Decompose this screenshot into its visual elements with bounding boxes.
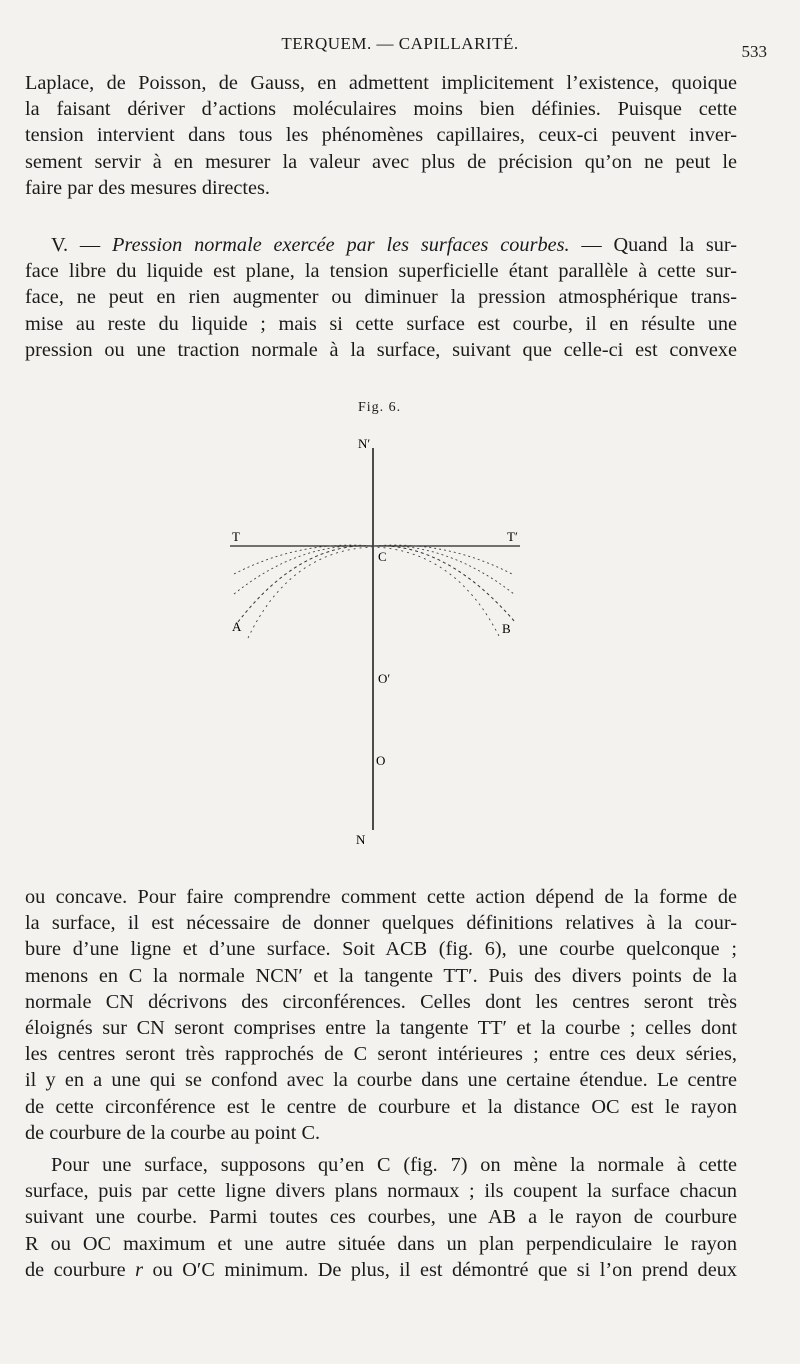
section-first-line-rest: — Quand la sur- <box>581 234 737 256</box>
text-line: faire par des mesures directes. <box>25 176 270 199</box>
text-line: normale CN décrivons des circonférences. Celles dont les centres seront très <box>25 990 737 1013</box>
running-title: TERQUEM. — CAPILLARITÉ. <box>281 34 519 53</box>
text-line: suivant une courbe. Parmi toutes ces courbes, une AB a le rayon de courbure <box>25 1206 737 1229</box>
text-line: R ou OC maximum et une autre située dans un plan perpendiculaire le rayon <box>25 1232 737 1255</box>
text-line: la surface, il est nécessaire de donner quelques définitions relatives à la cour- <box>25 912 737 935</box>
text-line: sement servir à en mesurer la valeur avec plus de précision qu’on ne peut le <box>25 150 737 173</box>
text-line: tension intervient dans tous les phénomènes capillaires, ceux-ci peuvent inver- <box>25 124 737 147</box>
label-t-prime: T′ <box>507 529 518 544</box>
section-title: Pression normale exercée par les surfaces courbes. <box>112 234 570 256</box>
text-line: face libre du liquide est plane, la tension superficielle étant parallèle à cette sur- <box>25 260 737 283</box>
text-line: de courbure de la courbe au point C. <box>25 1121 321 1144</box>
text-fragment: ou O′C minimum. De plus, il est démontré que si l’on prend deux <box>152 1258 737 1281</box>
page-header <box>0 34 800 60</box>
figure-caption: Fig. 6. <box>358 400 402 415</box>
text-line: la faisant dériver d’actions moléculaires moins bien définies. Puisque cette <box>25 98 737 121</box>
text-line-with-variable <box>25 1257 737 1283</box>
label-c: C <box>378 549 387 564</box>
text-line: menons en C la normale NCN′ et la tangente TT′. Puis des divers points de la <box>25 964 737 987</box>
paragraph-section-v <box>25 232 737 363</box>
text-line: mise au reste du liquide ; mais si cette surface est courbe, il en résulte une <box>25 312 737 335</box>
circle-near <box>248 547 500 638</box>
text-line: bure d’une ligne et d’une surface. Soit ACB (fig. 6), une courbe quelconque ; <box>25 938 737 961</box>
section-heading-line <box>25 232 737 258</box>
text-line: surface, puis par cette ligne divers plans normaux ; ils coupent la surface chacun <box>25 1180 737 1203</box>
text-line: ou concave. Pour faire comprendre comment cette action dépend de la forme de <box>25 886 737 908</box>
figure-diagram <box>220 400 540 860</box>
text-line: pression ou une traction normale à la surface, suivant que celle-ci est convexe <box>25 338 737 361</box>
circle-mid <box>234 546 514 594</box>
label-t: T <box>232 529 240 544</box>
text-line: éloignés sur CN seront comprises entre la tangente TT′ et la courbe ; celles dont <box>25 1017 737 1040</box>
paragraph-1 <box>25 70 737 201</box>
paragraph-3 <box>25 884 737 1146</box>
text-line: il y en a une qui se confond avec la courbe dans une certaine étendue. Le centre <box>25 1069 737 1092</box>
label-n-prime: N′ <box>358 436 371 451</box>
text-line: les centres seront très rapprochés de C seront intérieures ; entre ces deux séries, <box>25 1043 737 1066</box>
label-b: B <box>502 621 511 636</box>
section-number: V. — <box>51 234 101 256</box>
text-line: face, ne peut en rien augmenter ou diminuer la pression atmosphérique trans- <box>25 286 737 309</box>
text-line: Pour une surface, supposons qu’en C (fig. 7) on mène la normale à cette <box>51 1154 737 1176</box>
text-fragment: de courbure <box>25 1258 126 1281</box>
page-number: 533 <box>741 42 767 61</box>
variable-r: r <box>135 1258 144 1281</box>
curve-acb <box>238 546 515 622</box>
label-o: O <box>376 753 386 768</box>
label-n: N <box>356 832 366 847</box>
text-line: de cette circonférence est le centre de courbure et la distance OC est le rayon <box>25 1095 737 1118</box>
label-a: A <box>232 619 242 634</box>
text-line: Laplace, de Poisson, de Gauss, en admettent implicitement l’existence, quoique <box>25 72 737 94</box>
figure-6 <box>220 400 540 860</box>
paragraph-4 <box>25 1152 737 1283</box>
label-o-prime: O′ <box>378 671 391 686</box>
